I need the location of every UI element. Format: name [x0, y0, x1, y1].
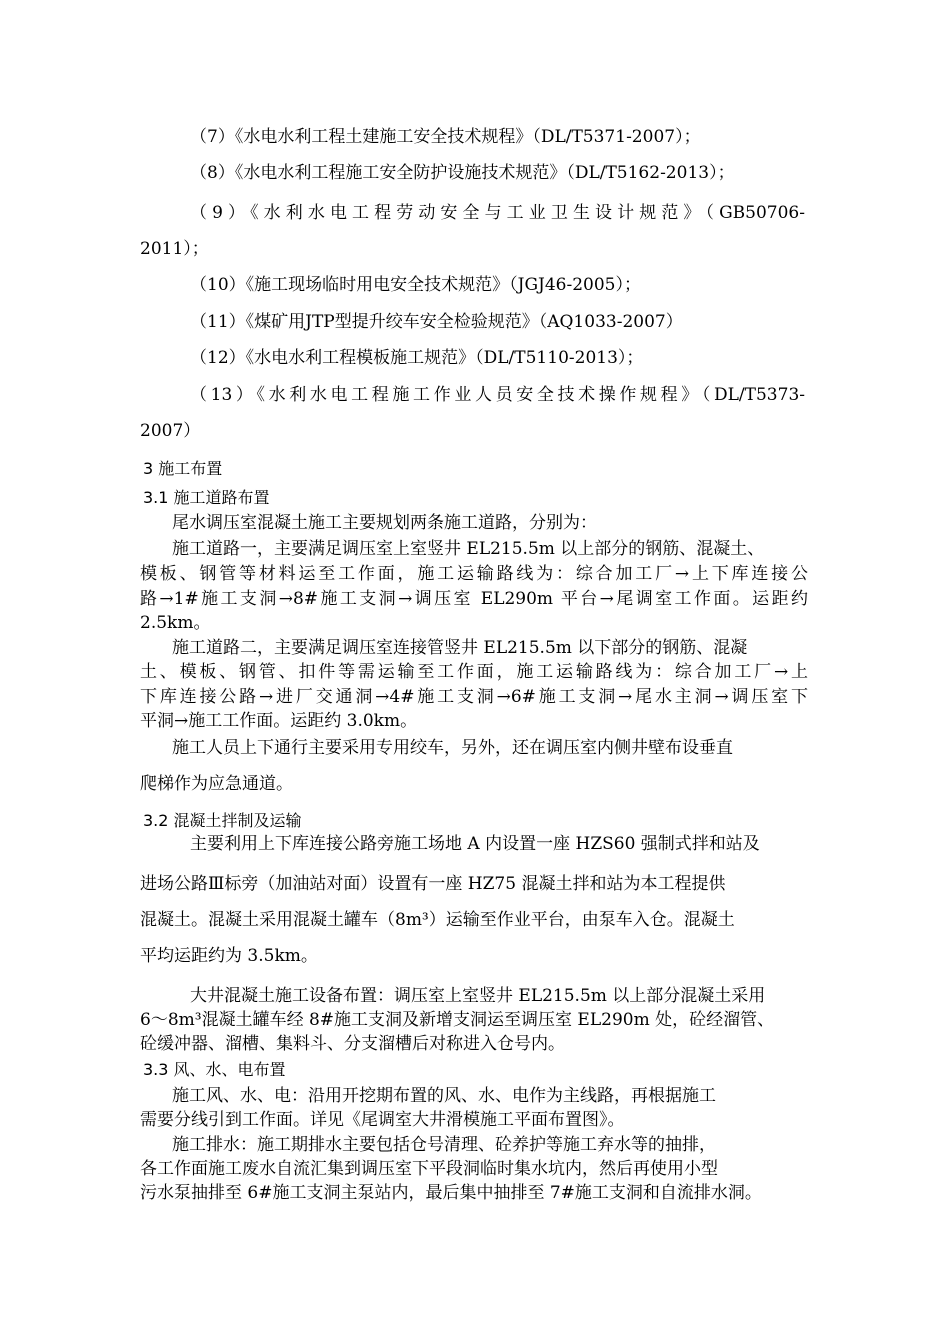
paragraph-line: 各工作面施工废水自流汇集到调压室下平段洞临时集水坑内，然后再使用小型 [140, 1159, 718, 1179]
paragraph-line: 施工风、水、电：沿用开挖期布置的风、水、电作为主线路，再根据施工 [172, 1086, 716, 1106]
reference-item: （10）《施工现场临时用电安全技术规范》（JGJ46-2005）； [190, 275, 641, 295]
paragraph-line: 混凝土。混凝土采用混凝土罐车（8m³）运输至作业平台，由泵车入仓。混凝土 [140, 910, 735, 930]
paragraph-line: 模板、钢管等材料运至工作面，施工运输路线为：综合加工厂→上下库连接公 [140, 564, 808, 584]
paragraph-line: 污水泵抽排至 6#施工支洞主泵站内，最后集中抽排至 7#施工支洞和自流排水洞。 [140, 1183, 762, 1203]
paragraph-line: 进场公路Ⅲ标旁（加油站对面）设置有一座 HZ75 混凝土拌和站为本工程提供 [140, 874, 726, 894]
reference-item-continuation: 2007） [140, 421, 201, 441]
paragraph-line: 施工排水：施工期排水主要包括仓号清理、砼养护等施工弃水等的抽排， [172, 1135, 716, 1155]
reference-item: （12）《水电水利工程模板施工规范》（DL/T5110-2013）； [190, 348, 644, 368]
paragraph-line: 施工道路一，主要满足调压室上室竖井 EL215.5m 以上部分的钢筋、混凝土、 [172, 539, 765, 559]
paragraph-line: 2.5km。 [140, 613, 211, 633]
paragraph-line: 平均运距约为 3.5km。 [140, 946, 318, 966]
subsection-heading: 3.3 风、水、电布置 [143, 1060, 286, 1079]
paragraph-line: 土、模板、钢管、扣件等需运输至工作面，施工运输路线为：综合加工厂→上 [140, 662, 808, 682]
paragraph-line: 下库连接公路→进厂交通洞→4#施工支洞→6#施工支洞→尾水主洞→调压室下 [140, 687, 808, 707]
reference-item: （13）《水利水电工程施工作业人员安全技术操作规程》（DL/T5373- [190, 385, 805, 405]
reference-item: （11）《煤矿用JTP型提升绞车安全检验规范》（AQ1033-2007） [190, 312, 683, 332]
paragraph-line: 施工道路二，主要满足调压室连接管竖井 EL215.5m 以下部分的钢筋、混凝 [172, 638, 748, 658]
reference-item: （8）《水电水利工程施工安全防护设施技术规范》（DL/T5162-2013）； [190, 163, 735, 183]
paragraph-line: 6～8m³混凝土罐车经 8#施工支洞及新增支洞运至调压室 EL290m 处，砼经溜管、 [140, 1010, 775, 1030]
reference-item: （7）《水电水利工程土建施工安全技术规程》（DL/T5371-2007）； [190, 127, 701, 147]
paragraph-line: 平洞→施工工作面。运距约 3.0km。 [140, 711, 418, 731]
reference-item-continuation: 2011）； [140, 239, 209, 259]
paragraph-line: 爬梯作为应急通道。 [140, 774, 293, 794]
section-heading: 3 施工布置 [143, 459, 223, 478]
paragraph-line: 路→1#施工支洞→8#施工支洞→调压室 EL290m 平台→尾调室工作面。运距约 [140, 589, 808, 609]
paragraph-line: 施工人员上下通行主要采用专用绞车，另外，还在调压室内侧井壁布设垂直 [172, 738, 733, 758]
subsection-heading: 3.1 施工道路布置 [143, 488, 270, 507]
paragraph-line: 主要利用上下库连接公路旁施工场地 A 内设置一座 HZS60 强制式拌和站及 [190, 834, 760, 854]
paragraph-line: 砼缓冲器、溜槽、集料斗、分支溜槽后对称进入仓号内。 [140, 1034, 565, 1054]
reference-item: （9）《水利水电工程劳动安全与工业卫生设计规范》（GB50706- [190, 203, 805, 223]
paragraph-line: 大井混凝土施工设备布置：调压室上室竖井 EL215.5m 以上部分混凝土采用 [190, 986, 766, 1006]
paragraph-line: 尾水调压室混凝土施工主要规划两条施工道路，分别为： [172, 513, 597, 533]
subsection-heading: 3.2 混凝土拌制及运输 [143, 811, 302, 830]
paragraph-line: 需要分线引到工作面。详见《尾调室大井滑模施工平面布置图》。 [140, 1110, 625, 1130]
